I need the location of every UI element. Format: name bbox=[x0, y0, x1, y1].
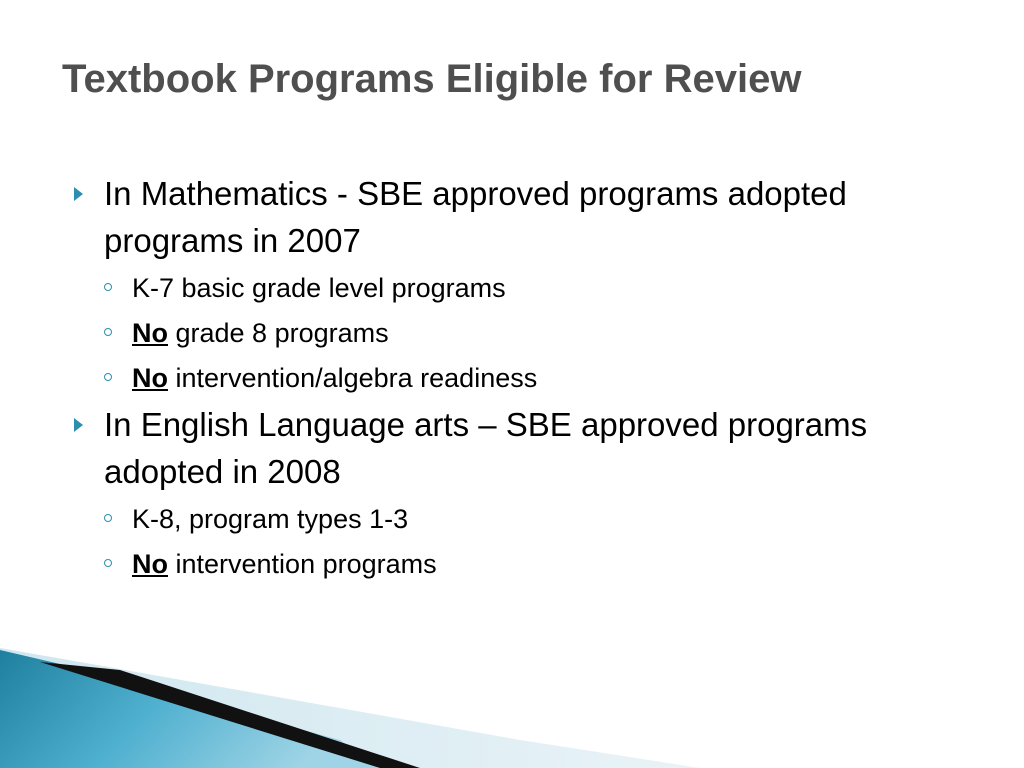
sub-bullet-text: K-8, program types 1-3 bbox=[132, 504, 409, 534]
swoosh-blue-band bbox=[0, 650, 380, 768]
sub-bullet-intervention bbox=[132, 542, 892, 587]
sub-bullet-intervention-algebra bbox=[132, 356, 892, 401]
sub-bullet-emphasis: No bbox=[132, 549, 168, 579]
sub-bullet-k8 bbox=[132, 497, 892, 542]
triangle-bullet-icon bbox=[74, 187, 83, 201]
circle-bullet-icon bbox=[104, 514, 112, 522]
sub-bullet-emphasis: No bbox=[132, 318, 168, 348]
circle-bullet-icon bbox=[104, 373, 112, 381]
circle-bullet-icon bbox=[104, 559, 112, 567]
sub-bullet-text: intervention/algebra readiness bbox=[168, 363, 538, 393]
triangle-bullet-icon bbox=[74, 418, 83, 432]
swoosh-light-band bbox=[0, 648, 700, 768]
swoosh-dark-line bbox=[40, 662, 420, 768]
sub-bullet-k7 bbox=[132, 266, 892, 311]
circle-bullet-icon bbox=[104, 283, 112, 291]
bullet-mathematics bbox=[104, 170, 884, 264]
sub-bullet-text: grade 8 programs bbox=[168, 318, 389, 348]
slide-title: Textbook Programs Eligible for Review bbox=[62, 57, 802, 101]
sub-bullet-text: intervention programs bbox=[168, 549, 437, 579]
bullet-text: In Mathematics - SBE approved programs adopted programs in 2007 bbox=[104, 175, 847, 259]
sub-bullet-text: K-7 basic grade level programs bbox=[132, 273, 506, 303]
circle-bullet-icon bbox=[104, 328, 112, 336]
sub-bullet-grade8 bbox=[132, 311, 892, 356]
sub-bullet-emphasis: No bbox=[132, 363, 168, 393]
bullet-text: In English Language arts – SBE approved programs adopted in 2008 bbox=[104, 406, 868, 490]
bullet-english-language-arts bbox=[104, 401, 884, 495]
bullet-list bbox=[0, 170, 1024, 587]
